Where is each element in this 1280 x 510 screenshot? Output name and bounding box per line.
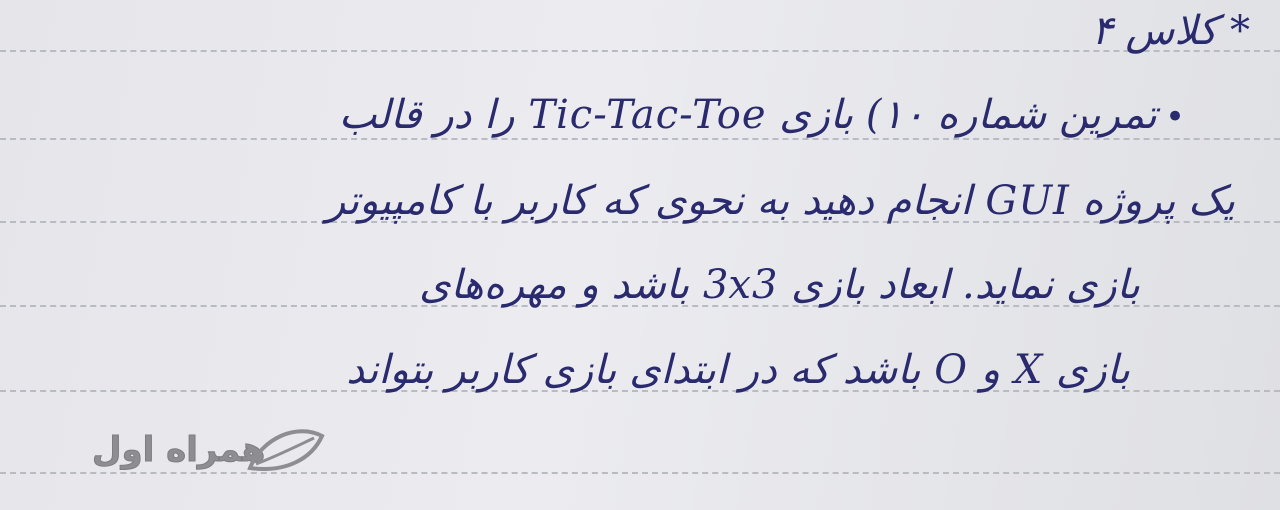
watermark-logo [92, 418, 332, 488]
note-line-4: بازی X و O باشد که در ابتدای بازی کاربر بتواند [346, 347, 1130, 393]
bullet-dot: • [1164, 97, 1185, 137]
note-title: * کلاس ۴ [1091, 8, 1250, 54]
watermark-text: همراه اول [92, 430, 266, 470]
ruled-line [0, 50, 1280, 52]
leaf-icon [242, 418, 332, 478]
ruled-line [0, 138, 1280, 140]
note-line-1-text: تمرین شماره ۱۰) بازی Tic-Tac-Toe را در قالب [338, 92, 1157, 138]
note-line-2: یک پروژه GUI انجام دهید به نحوی که کاربر با کامپیوتر [325, 178, 1235, 224]
note-line-3: بازی نماید. ابعاد بازی 3x3 باشد و مهره‌های [419, 262, 1140, 308]
note-line-1 [339, 92, 1185, 138]
